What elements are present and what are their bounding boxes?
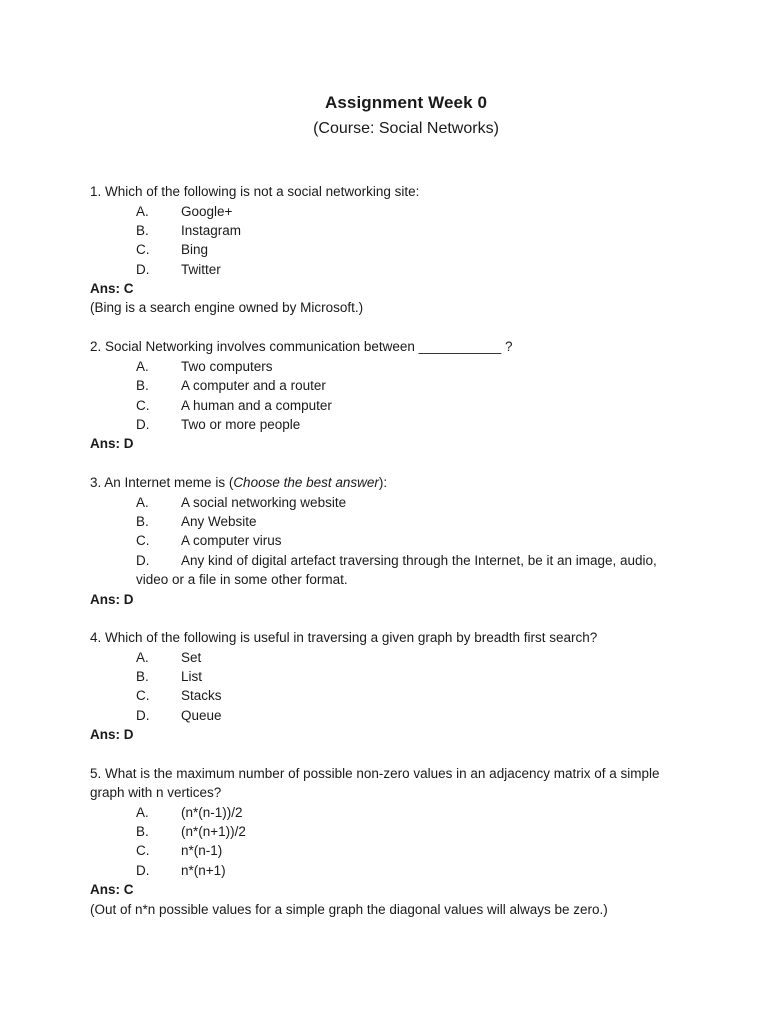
question-1-option-a-text: Google+: [181, 204, 233, 219]
question-2-option-d-text: Two or more people: [181, 417, 301, 432]
question-1-option-a-letter: A.: [136, 204, 149, 219]
question-4-option-c-letter: C.: [136, 688, 150, 703]
question-5-text-line2: graph with n vertices?: [90, 785, 222, 800]
question-5-note: (Out of n*n possible values for a simple graph the diagonal values will always be zero.): [90, 902, 608, 917]
question-2-option-c-text: A human and a computer: [181, 398, 332, 413]
question-3-option-c-letter: C.: [136, 533, 150, 548]
question-3-option-d-letter: D.: [136, 553, 150, 568]
question-4-text: 4. Which of the following is useful in traversing a given graph by breadth first search?: [90, 630, 598, 645]
question-5-option-a-text: (n*(n-1))/2: [181, 805, 243, 820]
question-1-option-c-letter: C.: [136, 242, 150, 257]
question-3-answer: Ans: D: [90, 592, 134, 607]
question-4-option-b-text: List: [181, 669, 203, 684]
question-2-option-c-letter: C.: [136, 398, 150, 413]
question-5-option-b-text: (n*(n+1))/2: [181, 824, 246, 839]
question-4-option-b-letter: B.: [136, 669, 149, 684]
question-1-note: (Bing is a search engine owned by Microsoft.): [90, 300, 364, 315]
question-4-option-a-letter: A.: [136, 650, 149, 665]
question-2-answer: Ans: D: [90, 436, 134, 451]
question-3-text-prefix: 3. An Internet meme is (: [90, 475, 234, 490]
question-2-option-b-text: A computer and a router: [181, 378, 326, 393]
question-2-option-b-letter: B.: [136, 378, 149, 393]
question-1-option-b-text: Instagram: [181, 223, 242, 238]
question-5-option-d-text: n*(n+1): [181, 863, 226, 878]
question-1-option-d-text: Twitter: [181, 262, 221, 277]
question-1-answer: Ans: C: [90, 281, 134, 296]
question-3-option-a-text: A social networking website: [181, 495, 347, 510]
question-5-text: 5. What is the maximum number of possible non-zero values in an adjacency matrix of a simple: [90, 766, 660, 781]
question-5-answer: Ans: C: [90, 882, 134, 897]
question-2-option-a-letter: A.: [136, 359, 149, 374]
question-3-option-b-letter: B.: [136, 514, 149, 529]
question-4-answer: Ans: D: [90, 727, 134, 742]
question-3-option-a-letter: A.: [136, 495, 149, 510]
question-4-option-a-text: Set: [181, 650, 202, 665]
question-3-option-d-continuation: video or a file in some other format.: [136, 572, 348, 587]
question-2-option-a-text: Two computers: [181, 359, 273, 374]
question-3-text-italic: Choose the best answer: [233, 475, 379, 490]
question-3-option-d-text: Any kind of digital artefact traversing through the Internet, be it an image, audio,: [181, 553, 657, 568]
question-3-option-c-text: A computer virus: [181, 533, 282, 548]
question-1-text: 1. Which of the following is not a social networking site:: [90, 184, 420, 199]
question-4-option-d-letter: D.: [136, 708, 150, 723]
question-1-option-b-letter: B.: [136, 223, 149, 238]
question-1-option-c-text: Bing: [181, 242, 209, 257]
question-1-option-d-letter: D.: [136, 262, 150, 277]
question-4-option-c-text: Stacks: [181, 688, 222, 703]
question-5-option-a-letter: A.: [136, 805, 149, 820]
question-5-option-d-letter: D.: [136, 863, 150, 878]
question-2-option-d-letter: D.: [136, 417, 150, 432]
question-3-option-b-text: Any Website: [181, 514, 257, 529]
question-5-option-c-letter: C.: [136, 843, 150, 858]
document-subtitle: (Course: Social Networks): [313, 120, 499, 137]
question-5-option-b-letter: B.: [136, 824, 149, 839]
document-title: Assignment Week 0: [325, 93, 487, 112]
question-5-option-c-text: n*(n-1): [181, 843, 223, 858]
question-2-text: 2. Social Networking involves communication between ___________ ?: [90, 339, 513, 354]
question-3-text-suffix: ):: [378, 475, 388, 490]
question-4-option-d-text: Queue: [181, 708, 222, 723]
question-3-text: [90, 474, 387, 491]
